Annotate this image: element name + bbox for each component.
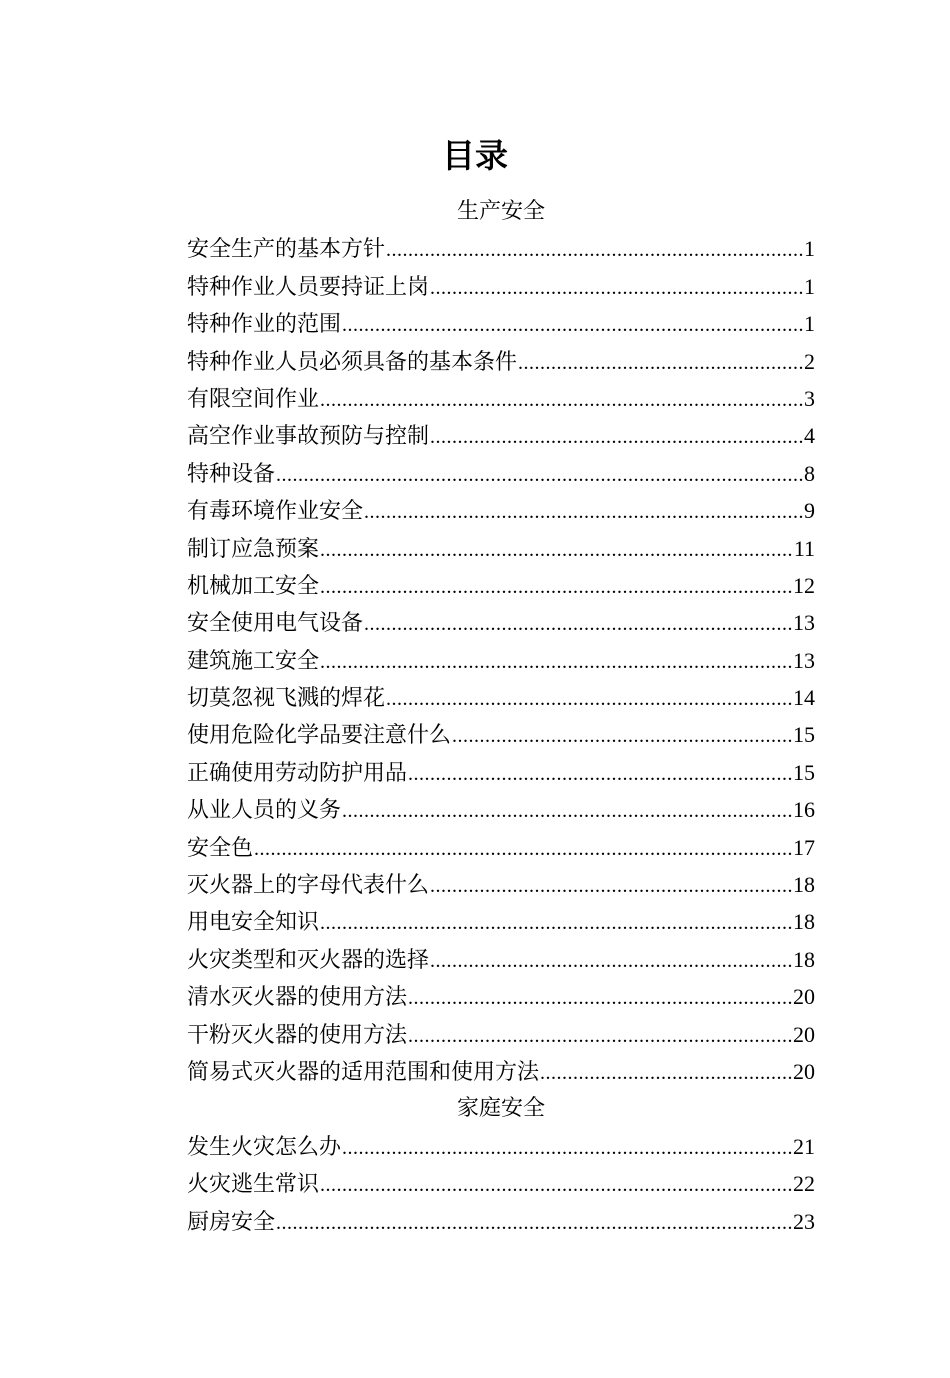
toc-entry-page-number: 13 [793,610,815,636]
dot-leader [452,718,792,755]
dot-leader [364,606,792,643]
dot-leader [408,980,792,1017]
toc-entry-page-number: 18 [793,946,815,972]
toc-entry-label: 建筑施工安全 [187,648,320,674]
toc-entry-label: 正确使用劳动防护用品 [187,760,408,786]
toc-entry-page-number: 18 [793,872,815,898]
dot-leader [430,868,792,905]
toc-entry[interactable] [187,716,815,753]
toc-entry-page-number: 1 [804,273,815,299]
toc-entry[interactable] [187,343,815,380]
toc-entry-label: 特种作业人员要持证上岗 [187,274,430,300]
toc-entry-label: 从业人员的义务 [187,798,342,824]
dot-leader [540,1055,792,1092]
toc-entry-label: 机械加工安全 [187,573,320,599]
dot-leader [276,1205,792,1242]
toc-entry-page-number: 22 [793,1171,815,1197]
toc-entry[interactable] [187,1053,815,1090]
toc-entry-page-number: 3 [804,385,815,411]
toc-entry-page-number: 8 [804,460,815,486]
toc-entry[interactable] [187,1203,815,1240]
toc-entry-page-number: 16 [793,797,815,823]
toc-entry-page-number: 18 [793,909,815,935]
toc-entry-label: 火灾逃生常识 [187,1172,320,1198]
toc-entry-label: 发生火灾怎么办 [187,1134,342,1160]
dot-leader [408,756,792,793]
dot-leader [320,532,793,569]
dot-leader [386,681,792,718]
toc-entry-label: 特种作业人员必须具备的基本条件 [187,349,518,375]
toc-entry-label: 用电安全知识 [187,910,320,936]
toc-entry[interactable] [187,417,815,454]
toc-entry-label: 简易式灭火器的适用范围和使用方法 [187,1059,540,1085]
dot-leader [320,644,792,681]
toc-entry-page-number: 4 [804,423,815,449]
dot-leader [518,345,803,382]
toc-title: 目录 [442,136,508,175]
toc-entry-label: 制订应急预案 [187,536,320,562]
toc-entry-page-number: 12 [793,572,815,598]
table-of-contents [187,193,815,1240]
toc-entry-label: 清水灭火器的使用方法 [187,985,408,1011]
dot-leader [408,1018,792,1055]
toc-entry-label: 使用危险化学品要注意什么 [187,723,452,749]
toc-entry-label: 安全生产的基本方针 [187,237,386,263]
toc-entry-page-number: 20 [793,1058,815,1084]
toc-entry-label: 切莫忽视飞溅的焊花 [187,686,386,712]
dot-leader [254,831,792,868]
dot-leader [364,494,803,531]
section-heading: 生产安全 [456,199,545,224]
toc-entry[interactable] [187,492,815,529]
toc-entry[interactable] [187,679,815,716]
toc-entry-label: 安全使用电气设备 [187,611,364,637]
toc-entry[interactable] [187,268,815,305]
toc-entry[interactable] [187,230,815,267]
dot-leader [430,943,792,980]
toc-entry[interactable] [187,866,815,903]
toc-entry-page-number: 15 [793,759,815,785]
toc-entry-page-number: 15 [793,722,815,748]
toc-entry-label: 特种设备 [187,461,276,487]
dot-leader [320,1167,792,1204]
toc-entry-page-number: 2 [804,348,815,374]
dot-leader [342,793,792,830]
toc-entry-page-number: 20 [793,984,815,1010]
toc-entry-page-number: 17 [793,834,815,860]
toc-entry[interactable] [187,1016,815,1053]
toc-entry[interactable] [187,791,815,828]
toc-entry-page-number: 21 [793,1133,815,1159]
toc-entry-label: 有限空间作业 [187,386,320,412]
toc-entry-label: 灭火器上的字母代表什么 [187,873,430,899]
dot-leader [320,569,792,606]
toc-entry-label: 安全色 [187,835,254,861]
toc-entry[interactable] [187,903,815,940]
toc-entry-page-number: 1 [804,236,815,262]
toc-entry-label: 特种作业的范围 [187,312,342,338]
dot-leader [276,457,803,494]
toc-entry[interactable] [187,1165,815,1202]
dot-leader [342,1130,792,1167]
toc-entry-label: 火灾类型和灭火器的选择 [187,947,430,973]
toc-entry-label: 厨房安全 [187,1209,276,1235]
toc-entry[interactable] [187,604,815,641]
dot-leader [430,270,803,307]
dot-leader [386,232,803,269]
toc-entry-page-number: 14 [793,685,815,711]
dot-leader [320,382,803,419]
dot-leader [320,905,792,942]
toc-entry[interactable] [187,1128,815,1165]
toc-entry-label: 干粉灭火器的使用方法 [187,1022,408,1048]
toc-entry-page-number: 11 [793,535,815,561]
toc-entry-label: 高空作业事故预防与控制 [187,424,430,450]
toc-entry[interactable] [187,941,815,978]
toc-entry-label: 有毒环境作业安全 [187,499,364,525]
toc-entry-page-number: 1 [804,311,815,337]
toc-entry-page-number: 23 [793,1208,815,1234]
toc-entry-page-number: 9 [804,498,815,524]
toc-entry-page-number: 13 [793,647,815,673]
toc-entry[interactable] [187,978,815,1015]
toc-entry[interactable] [187,380,815,417]
toc-entry[interactable] [187,530,815,567]
toc-entry[interactable] [187,455,815,492]
dot-leader [430,419,803,456]
toc-entry[interactable] [187,305,815,342]
toc-entry[interactable] [187,829,815,866]
toc-entry[interactable] [187,567,815,604]
dot-leader [342,307,803,344]
toc-entry-page-number: 20 [793,1021,815,1047]
toc-entry[interactable] [187,642,815,679]
section-heading: 家庭安全 [456,1096,545,1122]
toc-entry[interactable] [187,754,815,791]
